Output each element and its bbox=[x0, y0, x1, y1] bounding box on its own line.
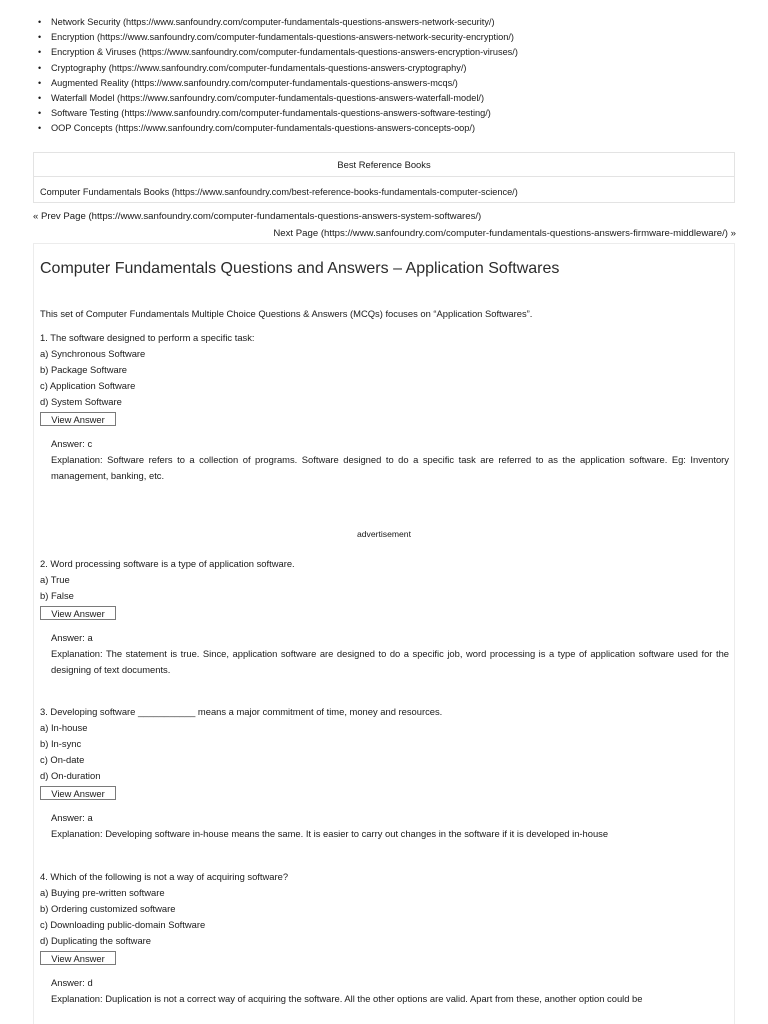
explanation-text: Explanation: Software refers to a collection of programs. Software designed to do a specific task are referred to as the application software. Eg: Inventory management, banking, etc. bbox=[51, 454, 729, 481]
related-link-text[interactable]: Encryption (https://www.sanfoundry.com/computer-fundamentals-questions-answers-network-security-encryption/) bbox=[51, 32, 514, 43]
bullet-icon: • bbox=[38, 47, 42, 58]
option-text: a) In-house bbox=[40, 722, 88, 733]
bullet-icon: • bbox=[38, 62, 42, 73]
related-link-text[interactable]: Software Testing (https://www.sanfoundry.com/computer-fundamentals-questions-answers-software-testing/) bbox=[51, 108, 491, 119]
question-text: 4. Which of the following is not a way of acquiring software? bbox=[40, 871, 289, 882]
option-text: c) Application Software bbox=[40, 380, 136, 391]
bullet-icon: • bbox=[38, 32, 42, 43]
related-link[interactable] bbox=[36, 121, 736, 136]
related-link-text[interactable]: Network Security (https://www.sanfoundry.com/computer-fundamentals-questions-answers-network-security/) bbox=[51, 17, 495, 27]
question-block bbox=[40, 330, 730, 484]
related-link[interactable] bbox=[36, 91, 736, 106]
view-answer-button[interactable]: View Answer bbox=[40, 412, 116, 426]
related-link[interactable] bbox=[36, 106, 736, 121]
explanation-text: Explanation: Duplication is not a correct way of acquiring the software. All the other options are valid. Apart from these, another option could be bbox=[51, 993, 643, 1004]
answer-text: Answer: a bbox=[51, 812, 93, 823]
article bbox=[33, 243, 735, 1024]
option-text: c) On-date bbox=[40, 754, 85, 765]
related-link[interactable] bbox=[36, 76, 736, 91]
related-link[interactable] bbox=[36, 30, 736, 45]
related-link[interactable] bbox=[36, 45, 736, 60]
related-link-text[interactable]: Augmented Reality (https://www.sanfoundry.com/computer-fundamentals-questions-answers-mcqs/) bbox=[51, 77, 458, 88]
related-link-text[interactable]: Cryptography (https://www.sanfoundry.com/computer-fundamentals-questions-answers-cryptography/) bbox=[51, 62, 467, 73]
answer-panel bbox=[51, 810, 729, 842]
prev-page-link[interactable]: « Prev Page (https://www.sanfoundry.com/computer-fundamentals-questions-answers-system-softwares/) bbox=[33, 211, 482, 222]
related-link[interactable] bbox=[36, 15, 736, 30]
option-text: d) Duplicating the software bbox=[40, 935, 151, 946]
related-link[interactable] bbox=[36, 61, 736, 76]
related-links-list bbox=[36, 15, 736, 137]
answer-text: Answer: d bbox=[51, 977, 93, 988]
related-link-text[interactable]: Waterfall Model (https://www.sanfoundry.com/computer-fundamentals-questions-answers-waterfall-model/) bbox=[51, 93, 484, 104]
option-text: b) In-sync bbox=[40, 738, 82, 749]
answer-panel bbox=[51, 436, 729, 484]
answer-text: Answer: a bbox=[51, 632, 93, 643]
bullet-icon: • bbox=[38, 108, 42, 119]
next-page-link[interactable]: Next Page (https://www.sanfoundry.com/computer-fundamentals-questions-answers-firmware-middleware/) » bbox=[273, 228, 736, 239]
option-text: b) Package Software bbox=[40, 364, 128, 375]
bullet-icon: • bbox=[38, 77, 42, 88]
question-text: 3. Developing software ___________ means a major commitment of time, money and resources. bbox=[40, 706, 443, 717]
question-block bbox=[40, 704, 730, 842]
question-text: 2. Word processing software is a type of application software. bbox=[40, 558, 295, 569]
option-text: a) Synchronous Software bbox=[40, 348, 146, 359]
answer-panel bbox=[51, 975, 729, 1007]
bullet-icon: • bbox=[38, 17, 42, 27]
article-intro: This set of Computer Fundamentals Multiple Choice Questions & Answers (MCQs) focuses on “Application Softwares”. bbox=[40, 308, 533, 319]
question-text: 1. The software designed to perform a specific task: bbox=[40, 332, 255, 343]
related-link-text[interactable]: Encryption & Viruses (https://www.sanfoundry.com/computer-fundamentals-questions-answers-encryption-viruses/) bbox=[51, 47, 518, 58]
option-text: c) Downloading public-domain Software bbox=[40, 919, 206, 930]
answer-text: Answer: c bbox=[51, 438, 93, 449]
view-answer-button[interactable]: View Answer bbox=[40, 951, 116, 965]
question-block bbox=[40, 869, 730, 1007]
page-title: Computer Fundamentals Questions and Answers – Application Softwares bbox=[40, 260, 560, 277]
question-block bbox=[40, 556, 730, 678]
advertisement-label: advertisement bbox=[357, 529, 411, 539]
option-text: b) False bbox=[40, 590, 74, 601]
reference-books-link[interactable]: Computer Fundamentals Books (https://www.sanfoundry.com/best-reference-books-fundamentals-computer-science/) bbox=[33, 176, 735, 203]
explanation-text: Explanation: Developing software in-house means the same. It is easier to carry out changes in the software if it is developed in-house bbox=[51, 828, 609, 839]
explanation-text: Explanation: The statement is true. Since, application software are designed to do a specific job, word processing is a type of application software used for the designing of text documents. bbox=[51, 648, 729, 675]
bullet-icon: • bbox=[38, 93, 42, 104]
option-text: b) Ordering customized software bbox=[40, 903, 176, 914]
related-link-text[interactable]: OOP Concepts (https://www.sanfoundry.com/computer-fundamentals-questions-answers-concepts-oop/) bbox=[51, 123, 476, 134]
option-text: a) Buying pre-written software bbox=[40, 887, 165, 898]
option-text: d) On-duration bbox=[40, 770, 101, 781]
view-answer-button[interactable]: View Answer bbox=[40, 786, 116, 800]
answer-panel bbox=[51, 630, 729, 678]
bullet-icon: • bbox=[38, 123, 42, 134]
reference-books-heading: Best Reference Books bbox=[33, 152, 735, 176]
option-text: d) System Software bbox=[40, 396, 122, 407]
view-answer-button[interactable]: View Answer bbox=[40, 606, 116, 620]
option-text: a) True bbox=[40, 574, 70, 585]
